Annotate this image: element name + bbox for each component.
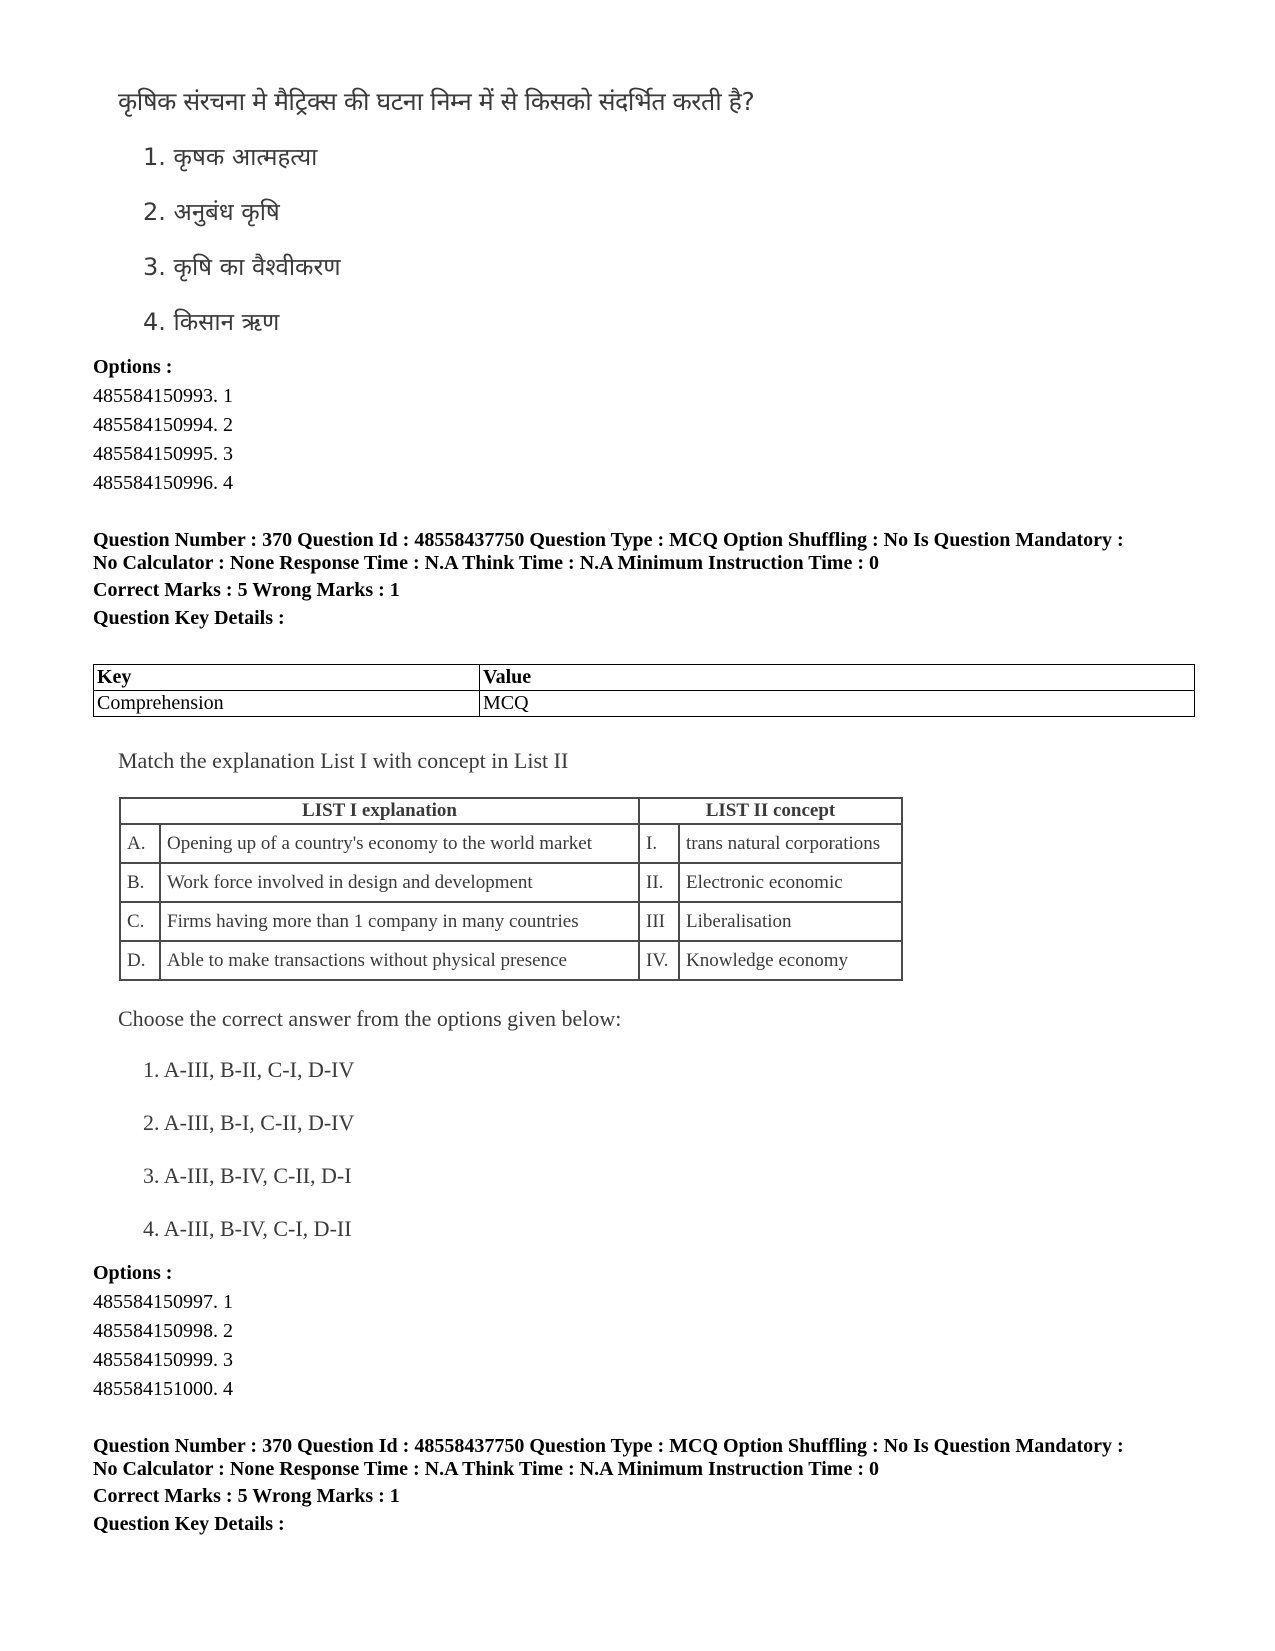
hindi-question-text: कृषिक संरचना मे मैट्रिक्स की घटना निम्न में से किसको संदर्भित करती है? [118, 87, 755, 116]
table-row [120, 941, 902, 980]
options-label: Options : [93, 1262, 173, 1284]
options-list [93, 1288, 233, 1404]
question-meta [93, 529, 1203, 575]
list-2-numeral: III [639, 902, 679, 941]
list-1-header: LIST I explanation [120, 798, 639, 824]
list-2-item: Electronic economic [679, 863, 902, 902]
marks-line: Correct Marks : 5 Wrong Marks : 1 [93, 579, 400, 601]
key-cell: Comprehension [94, 691, 480, 717]
answer-choice-1: 1. A-III, B-II, C-I, D-IV [143, 1057, 355, 1082]
option-item: 485584150997. 1 [93, 1291, 233, 1313]
table-row [120, 863, 902, 902]
option-item: 485584150993. 1 [93, 385, 233, 407]
answer-choice-4: 4. A-III, B-IV, C-I, D-II [143, 1216, 352, 1241]
table-row [120, 902, 902, 941]
key-details-label: Question Key Details : [93, 607, 285, 629]
choose-instruction: Choose the correct answer from the options given below: [118, 1006, 622, 1031]
marks-line: Correct Marks : 5 Wrong Marks : 1 [93, 1485, 400, 1507]
hindi-choice-1: 1. कृषक आत्महत्या [143, 143, 318, 171]
list-1-item: Work force involved in design and development [160, 863, 639, 902]
list-2-item: Liberalisation [679, 902, 902, 941]
hindi-choice-3: 3. कृषि का वैश्वीकरण [143, 253, 341, 281]
list-1-item: Able to make transactions without physical presence [160, 941, 639, 980]
value-cell: MCQ [480, 691, 1195, 717]
key-header: Key [94, 665, 480, 691]
question-meta-line-1: Question Number : 370 Question Id : 48558437750 Question Type : MCQ Option Shuffling : No Is Question Mandatory : [93, 529, 1124, 551]
list-1-letter: C. [120, 902, 160, 941]
table-row [94, 665, 1195, 691]
option-item: 485584150995. 3 [93, 443, 233, 465]
hindi-choice-4: 4. किसान ऋण [143, 308, 280, 336]
list-2-numeral: II. [639, 863, 679, 902]
list-1-letter: D. [120, 941, 160, 980]
key-details-label: Question Key Details : [93, 1513, 285, 1535]
options-list [93, 382, 233, 498]
list-1-letter: A. [120, 824, 160, 863]
option-item: 485584150996. 4 [93, 472, 233, 494]
question-meta-line-2: No Calculator : None Response Time : N.A Think Time : N.A Minimum Instruction Time : 0 [93, 552, 879, 574]
option-item: 485584150999. 3 [93, 1349, 233, 1371]
list-1-item: Firms having more than 1 company in many countries [160, 902, 639, 941]
list-2-numeral: IV. [639, 941, 679, 980]
list-2-item: trans natural corporations [679, 824, 902, 863]
question-meta-line-1: Question Number : 370 Question Id : 48558437750 Question Type : MCQ Option Shuffling : No Is Question Mandatory : [93, 1435, 1124, 1457]
value-header: Value [480, 665, 1195, 691]
list-1-item: Opening up of a country's economy to the world market [160, 824, 639, 863]
option-item: 485584151000. 4 [93, 1378, 233, 1400]
key-details-table [93, 664, 1195, 717]
hindi-choice-2: 2. अनुबंध कृषि [143, 198, 280, 226]
options-label: Options : [93, 356, 173, 378]
question-meta [93, 1435, 1203, 1481]
match-question-title: Match the explanation List I with concept in List II [118, 748, 569, 773]
table-header-row [120, 798, 902, 824]
answer-choice-3: 3. A-III, B-IV, C-II, D-I [143, 1163, 352, 1188]
list-2-numeral: I. [639, 824, 679, 863]
option-item: 485584150994. 2 [93, 414, 233, 436]
list-2-header: LIST II concept [639, 798, 902, 824]
list-1-letter: B. [120, 863, 160, 902]
table-row [120, 824, 902, 863]
question-meta-line-2: No Calculator : None Response Time : N.A Think Time : N.A Minimum Instruction Time : 0 [93, 1458, 879, 1480]
match-list-table [119, 797, 903, 981]
table-row [94, 691, 1195, 717]
answer-choice-2: 2. A-III, B-I, C-II, D-IV [143, 1110, 355, 1135]
option-item: 485584150998. 2 [93, 1320, 233, 1342]
list-2-item: Knowledge economy [679, 941, 902, 980]
